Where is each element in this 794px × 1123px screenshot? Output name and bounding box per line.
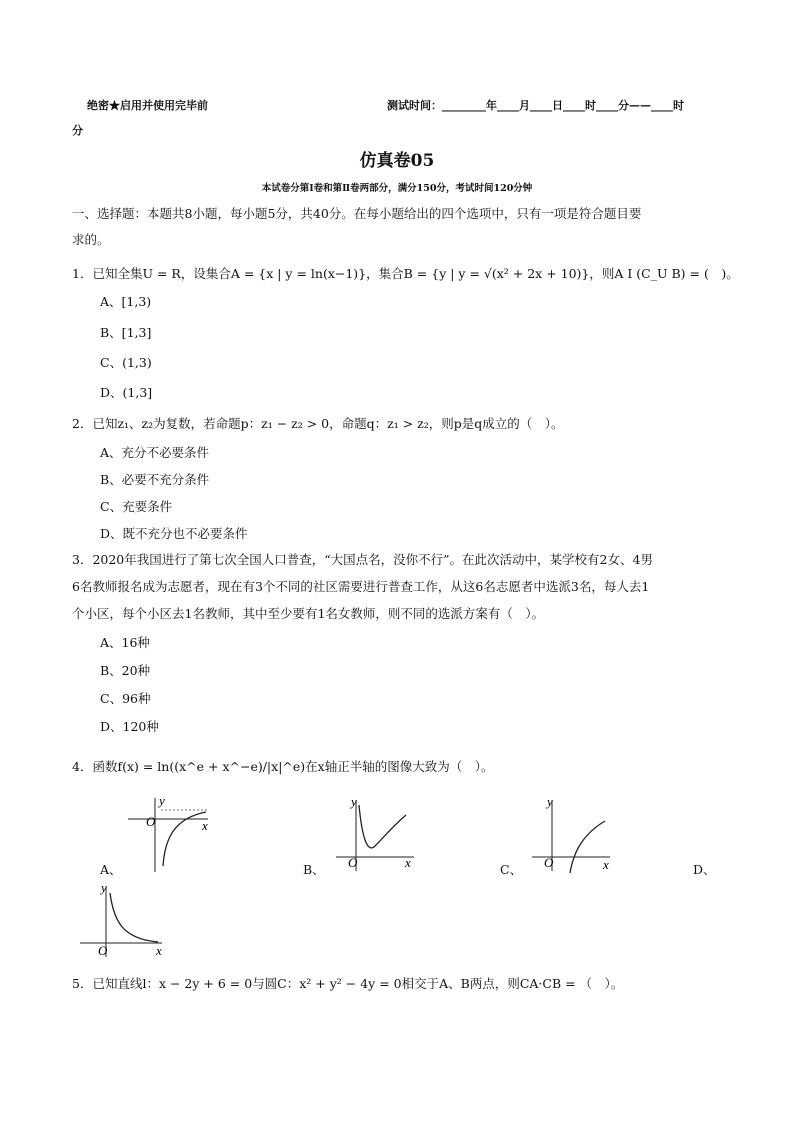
- graph-b-x-label: x: [405, 855, 411, 870]
- graph-a-x-label: x: [202, 818, 208, 833]
- graph-d-x-label: x: [156, 943, 162, 958]
- graph-c-y-label: y: [547, 794, 553, 809]
- graph-d-label: D、: [693, 862, 716, 877]
- graph-b: [334, 794, 416, 875]
- question-3-line3: 个小区，每个小区去1名教师，其中至少要有1名女教师，则不同的选派方案有（ ）。: [72, 606, 545, 621]
- question-3-line2: 6名教师报名成为志愿者，现在有3个不同的社区需要进行普查工作，从这6名志愿者中选派3名，每人去1: [72, 579, 650, 594]
- question-3-option-c: C、96种: [100, 691, 151, 706]
- section-heading-line2: 求的。: [72, 232, 110, 247]
- graph-c-label: C、: [500, 862, 523, 877]
- question-3-line1: 3．2020年我国进行了第七次全国人口普查，“大国点名，没你不行”。在此次活动中，某学校有2女、4男: [72, 552, 653, 567]
- question-3-option-d: D、120种: [100, 719, 159, 734]
- graph-c: [530, 794, 612, 875]
- graph-a-y-label: y: [159, 793, 165, 808]
- confidential-label: 绝密★启用并使用完毕前: [87, 99, 208, 112]
- graph-b-origin-label: O: [348, 855, 358, 870]
- question-2-option-d: D、既不充分也不必要条件: [100, 526, 248, 541]
- graph-d: [80, 880, 166, 961]
- question-2-option-a: A、充分不必要条件: [100, 445, 210, 460]
- graph-c-origin-label: O: [544, 855, 554, 870]
- test-time-label: 测试时间：________年____月____日____时____分——____时: [387, 99, 684, 112]
- graph-a-origin-label: O: [146, 814, 156, 829]
- question-1-stem: 1．已知全集U = R，设集合A = {x | y = ln(x−1)}，集合B = {y | y = √(x² + 2x + 10)}，则A I (C_U B) = ( )。: [72, 266, 739, 281]
- graph-a-label: A、: [100, 862, 122, 877]
- graph-c-x-label: x: [603, 857, 609, 872]
- page-title: 仿真卷05: [359, 151, 435, 171]
- page-subtitle: 本试卷分第Ⅰ卷和第Ⅱ卷两部分，满分150分，考试时间120分钟: [261, 183, 533, 194]
- question-3-option-b: B、20种: [100, 663, 151, 678]
- test-time-wrap: 分: [72, 124, 83, 137]
- question-5-stem: 5．已知直线l：x − 2y + 6 = 0与圆C：x² + y² − 4y = 0相交于A、B两点，则CA·CB = （ ）。: [72, 976, 624, 991]
- question-2-option-b: B、必要不充分条件: [100, 472, 210, 487]
- graph-a: [128, 793, 210, 874]
- graph-d-origin-label: O: [98, 943, 108, 958]
- question-2-stem: 2．已知z₁、z₂为复数，若命题p：z₁ − z₂ > 0，命题q：z₁ > z₂，则p是q成立的（ ）。: [72, 416, 564, 431]
- question-3-option-a: A、16种: [100, 635, 150, 650]
- question-1-option-a: A、[1,3): [100, 294, 152, 309]
- question-4-stem: 4．函数f(x) = ln((x^e + x^−e)/|x|^e)在x轴正半轴的图像大致为（ ）。: [72, 759, 494, 774]
- question-2-option-c: C、充要条件: [100, 499, 173, 514]
- graph-b-y-label: y: [351, 794, 357, 809]
- question-1-option-c: C、(1,3): [100, 355, 152, 370]
- graph-d-y-label: y: [101, 880, 107, 895]
- graph-b-label: B、: [303, 862, 325, 877]
- question-1-option-b: B、[1,3]: [100, 325, 152, 340]
- question-1-option-d: D、(1,3]: [100, 385, 153, 400]
- section-heading-line1: 一、选择题：本题共8小题，每小题5分，共40分。在每小题给出的四个选项中，只有一项是符合题目要: [72, 206, 642, 221]
